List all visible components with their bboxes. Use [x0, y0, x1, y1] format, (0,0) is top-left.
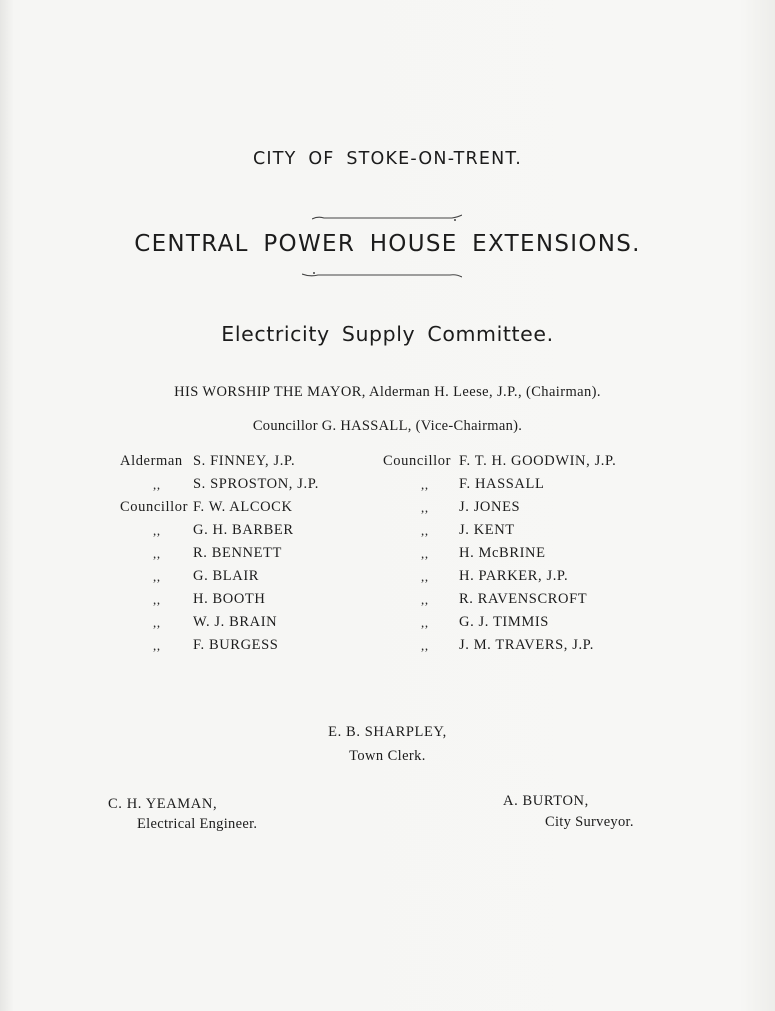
member-name: R. RAVENSCROFT: [459, 591, 588, 607]
member-name: J. M. TRAVERS, J.P.: [459, 637, 594, 653]
top-ornamental-rule: [312, 214, 462, 222]
member-name: G. J. TIMMIS: [459, 614, 549, 630]
member-name: W. J. BRAIN: [193, 614, 278, 630]
electrical-engineer-name: C. H. YEAMAN,: [108, 796, 218, 812]
ditto-mark: ,,: [421, 615, 429, 630]
members-right-column: [383, 450, 663, 660]
member-name: H. BOOTH: [193, 591, 266, 607]
ditto-mark: ,,: [421, 477, 429, 492]
ditto-mark: ,,: [153, 546, 161, 561]
ditto-mark: ,,: [421, 592, 429, 607]
ditto-mark: ,,: [153, 592, 161, 607]
member-name: R. BENNETT: [193, 545, 282, 561]
member-name: S. FINNEY, J.P.: [193, 453, 296, 469]
member-title: Councillor: [383, 453, 452, 469]
member-name: J. JONES: [459, 499, 521, 515]
bottom-ornamental-rule: [302, 271, 462, 279]
ditto-mark: ,,: [421, 569, 429, 584]
members-left-column: [120, 450, 380, 660]
member-title: Alderman: [120, 453, 183, 469]
city-surveyor-title: City Surveyor.: [545, 814, 634, 830]
ditto-mark: ,,: [421, 500, 429, 515]
ditto-mark: ,,: [421, 638, 429, 653]
member-name: H. McBRINE: [459, 545, 546, 561]
town-clerk-title: Town Clerk.: [349, 748, 426, 764]
city-heading: CITY OF STOKE-ON-TRENT.: [253, 149, 522, 169]
town-clerk-name: E. B. SHARPLEY,: [328, 724, 447, 740]
ditto-mark: ,,: [421, 546, 429, 561]
ditto-mark: ,,: [153, 615, 161, 630]
member-name: F. BURGESS: [193, 637, 279, 653]
vice-chairman-line: Councillor G. HASSALL, (Vice-Chairman).: [252, 418, 523, 434]
member-name: S. SPROSTON, J.P.: [193, 476, 319, 492]
member-title: Councillor: [120, 499, 189, 515]
chairman-line: HIS WORSHIP THE MAYOR, Alderman H. Leese, J.P., (Chairman).: [174, 384, 601, 400]
member-name: F. W. ALCOCK: [193, 499, 293, 515]
member-name: G. BLAIR: [193, 568, 260, 584]
ditto-mark: ,,: [153, 569, 161, 584]
electrical-engineer-title: Electrical Engineer.: [137, 816, 258, 832]
ditto-mark: ,,: [421, 523, 429, 538]
ditto-mark: ,,: [153, 638, 161, 653]
member-name: J. KENT: [459, 522, 515, 538]
member-name: F. T. H. GOODWIN, J.P.: [459, 453, 617, 469]
member-name: F. HASSALL: [459, 476, 545, 492]
ditto-mark: ,,: [153, 477, 161, 492]
member-name: H. PARKER, J.P.: [459, 568, 569, 584]
member-name: G. H. BARBER: [193, 522, 294, 538]
ditto-mark: ,,: [153, 523, 161, 538]
city-surveyor-name: A. BURTON,: [503, 793, 589, 809]
document-title: CENTRAL POWER HOUSE EXTENSIONS.: [134, 231, 641, 257]
committee-heading: Electricity Supply Committee.: [221, 322, 554, 346]
